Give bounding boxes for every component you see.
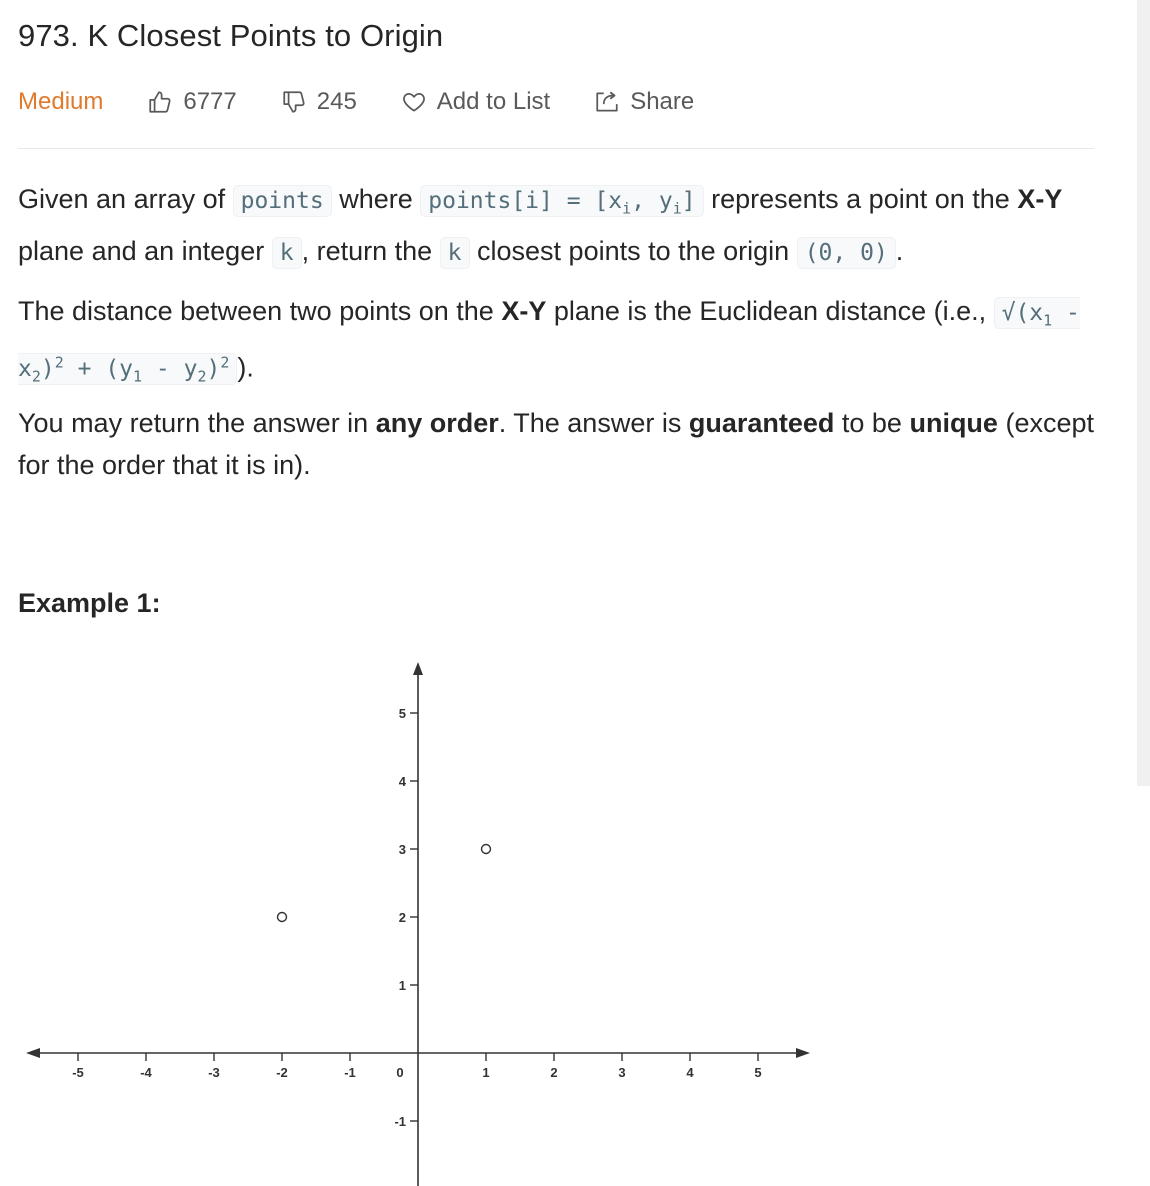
y-tick-label: 4 — [398, 774, 406, 789]
x-tick-label: 2 — [550, 1065, 558, 1080]
share-label: Share — [630, 88, 695, 115]
problem-title: 973. K Closest Points to Origin — [18, 18, 444, 53]
distance-formula: $√(x_1 - x_2)^2 + (y_1 - y_2)^2$ — [18, 297, 1080, 385]
x-tick-label: -3 — [208, 1065, 220, 1080]
dislikes-count: 245 — [316, 88, 357, 115]
likes-count: 6777 — [183, 88, 237, 115]
x-tick-label: -5 — [72, 1065, 84, 1080]
description-paragraph-3: You may return the answer in any order. The answer is guaranteed to be unique (except for the order that it is in). — [18, 408, 1094, 480]
code-points-i: points[i] = [$x_i$, $y_i$] — [420, 185, 703, 217]
dislike-button[interactable] — [281, 88, 357, 116]
data-point — [482, 845, 491, 854]
x-axis-left-arrow — [26, 1048, 40, 1058]
code-k-2: k — [440, 237, 470, 269]
share-button[interactable] — [594, 88, 694, 116]
origin-label: 0 — [396, 1065, 404, 1080]
x-axis-right-arrow — [796, 1048, 810, 1058]
header-divider — [18, 148, 1094, 149]
x-tick-label: 1 — [482, 1065, 490, 1080]
y-tick-label: 1 — [398, 978, 406, 993]
x-tick-label: 3 — [618, 1065, 626, 1080]
example-scatter-plot — [0, 650, 840, 1186]
x-tick-label: 4 — [686, 1065, 694, 1080]
scrollbar-track[interactable] — [1137, 0, 1150, 786]
thumbs-down-icon — [281, 89, 307, 115]
y-tick-label: 5 — [398, 706, 406, 721]
y-tick-label: 2 — [398, 910, 406, 925]
y-tick-label: -1 — [394, 1114, 406, 1129]
heart-icon — [401, 89, 427, 115]
difficulty-badge: Medium — [18, 88, 104, 115]
add-to-list-button[interactable] — [401, 88, 550, 116]
x-tick-label: -4 — [140, 1065, 152, 1080]
share-icon — [594, 89, 620, 115]
x-tick-label: -2 — [276, 1065, 288, 1080]
description-paragraph-1: Given an array of points where points[i] = [$x_i$, $y_i$] represents a point on the X-Y plane and an integer k , return the k closest points to the origin (0, 0) . — [18, 178, 1098, 274]
code-points: points — [233, 185, 332, 217]
thumbs-up-icon — [147, 89, 173, 115]
code-k: k — [272, 237, 302, 269]
problem-meta-row — [18, 84, 738, 120]
like-button[interactable] — [147, 88, 236, 116]
x-tick-label: -1 — [344, 1065, 356, 1080]
y-tick-label: 3 — [398, 842, 406, 857]
code-origin: (0, 0) — [797, 237, 896, 269]
description-paragraph-2: The distance between two points on the X-Y plane is the Euclidean distance (i.e., $√(x_1 - x_2)^2 + (y_1 - y_2)^2$ ). — [18, 296, 1080, 386]
example-title: Example 1: — [18, 588, 161, 618]
add-to-list-label: Add to List — [436, 88, 551, 115]
data-point — [278, 913, 287, 922]
y-axis-arrow — [413, 662, 423, 675]
x-tick-label: 5 — [754, 1065, 762, 1080]
